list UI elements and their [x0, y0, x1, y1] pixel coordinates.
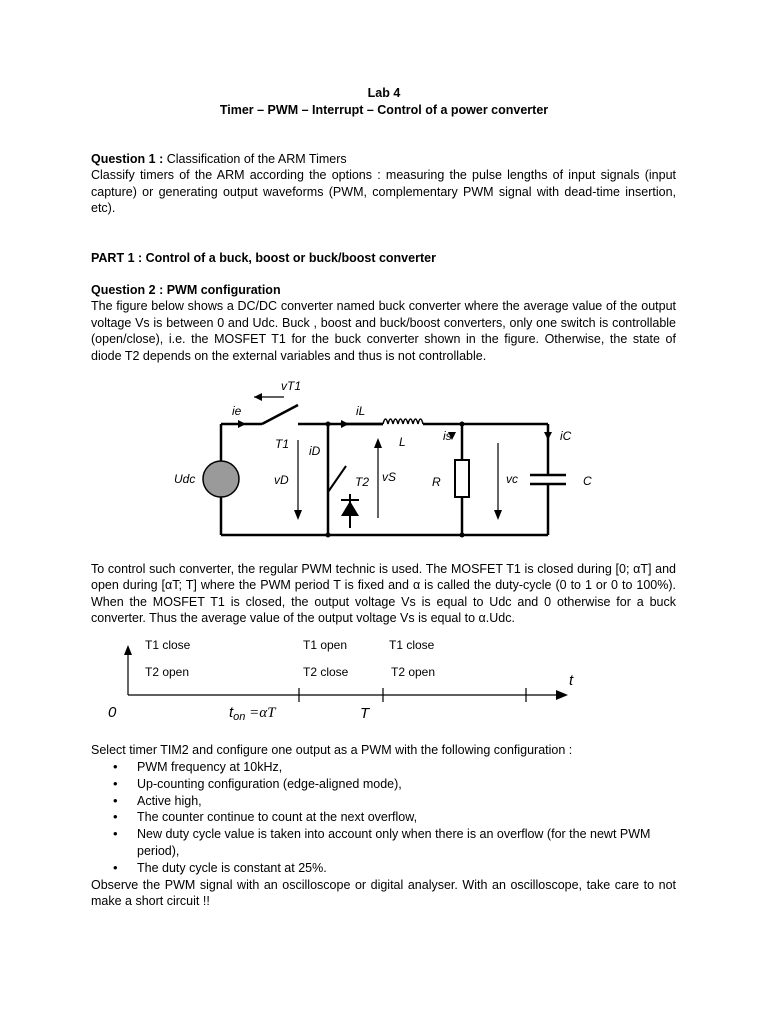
question-2-title: Question 2 : PWM configuration [91, 283, 281, 297]
question-1-text: Classify timers of the ARM according the options : measuring the pulse lengths of input signals (input capture) or generating output waveforms (PWM, complementary PWM signal with dead-time insertion, etc). [91, 168, 676, 216]
label-ie: ie [232, 404, 242, 418]
config-item: • The duty cycle is constant at 25%. [91, 860, 676, 877]
timing-zero: 0 [108, 704, 117, 721]
label-t1: T1 [275, 437, 290, 451]
question-1-title: Classification of the ARM Timers [163, 152, 347, 166]
timing-axis-t: t [569, 672, 574, 689]
document-title: Timer – PWM – Interrupt – Control of a power converter [219, 103, 549, 117]
label-is: is [443, 429, 452, 443]
question-2-text: The figure below shows a DC/DC converter named buck converter where the average value of the output voltage Vs is between 0 and Udc. Buck , boost and buck/boost converters, only one switch is controllable (open/close), i.e. the MOSFET T1 for the buck converter shown in the figure. Otherwise, the state of diode T2 depends on the external variables and thus is not controllable. [91, 299, 676, 363]
label-vs: vS [382, 470, 397, 484]
label-c: C [583, 474, 592, 488]
label-vt1: vT1 [281, 379, 302, 393]
observe-paragraph: Observe the PWM signal with an oscilloscope or digital analyser. With an oscilloscope, take care to not make a short circuit !! [91, 878, 676, 909]
label-il: iL [356, 404, 366, 418]
config-item: • Up-counting configuration (edge-aligned mode), [91, 776, 676, 793]
select-timer-paragraph: Select timer TIM2 and configure one output as a PWM with the following configuration : [91, 743, 573, 757]
timing-t1-close-1: T1 close [145, 638, 191, 652]
pwm-config-list [91, 759, 676, 877]
label-l: L [399, 435, 406, 449]
lab-number: Lab 4 [367, 86, 401, 100]
timing-t2-close: T2 close [303, 665, 349, 679]
config-item: • Active high, [91, 793, 676, 810]
config-item: • New duty cycle value is taken into account only when there is an overflow (for the newt PWM period), [91, 826, 676, 860]
control-paragraph: To control such converter, the regular PWM technic is used. The MOSFET T1 is closed during [0; αT] and open during [αT; T] where the PWM period T is fixed and α is called the duty-cycle (0 to 1 or 0 to 100%). When the MOSFET T1 is closed, the output voltage Vs is equal to Udc and 0 otherwise for a buck converter. Thus the average value of the output voltage Vs is equal to α.Udc. [91, 562, 676, 626]
config-item: • PWM frequency at 10kHz, [91, 759, 676, 776]
label-vd: vD [274, 473, 289, 487]
timing-period: T [360, 705, 370, 722]
label-id: iD [309, 444, 321, 458]
timing-ton: $t_{on} =\alpha T$ [229, 704, 276, 723]
question-1-label: Question 1 : [91, 152, 164, 166]
label-udc: Udc [174, 472, 196, 486]
timing-t1-open: T1 open [303, 638, 348, 652]
part-1-heading: PART 1 : Control of a buck, boost or buck/boost converter [91, 251, 436, 265]
timing-t2-open-2: T2 open [391, 665, 436, 679]
timing-t1-close-2: T1 close [389, 638, 435, 652]
label-vc: vc [506, 472, 518, 486]
label-r: R [432, 475, 441, 489]
config-item: • The counter continue to count at the next overflow, [91, 809, 676, 826]
label-t2: T2 [355, 475, 370, 489]
timing-t2-open-1: T2 open [145, 665, 190, 679]
label-ic: iC [560, 429, 572, 443]
